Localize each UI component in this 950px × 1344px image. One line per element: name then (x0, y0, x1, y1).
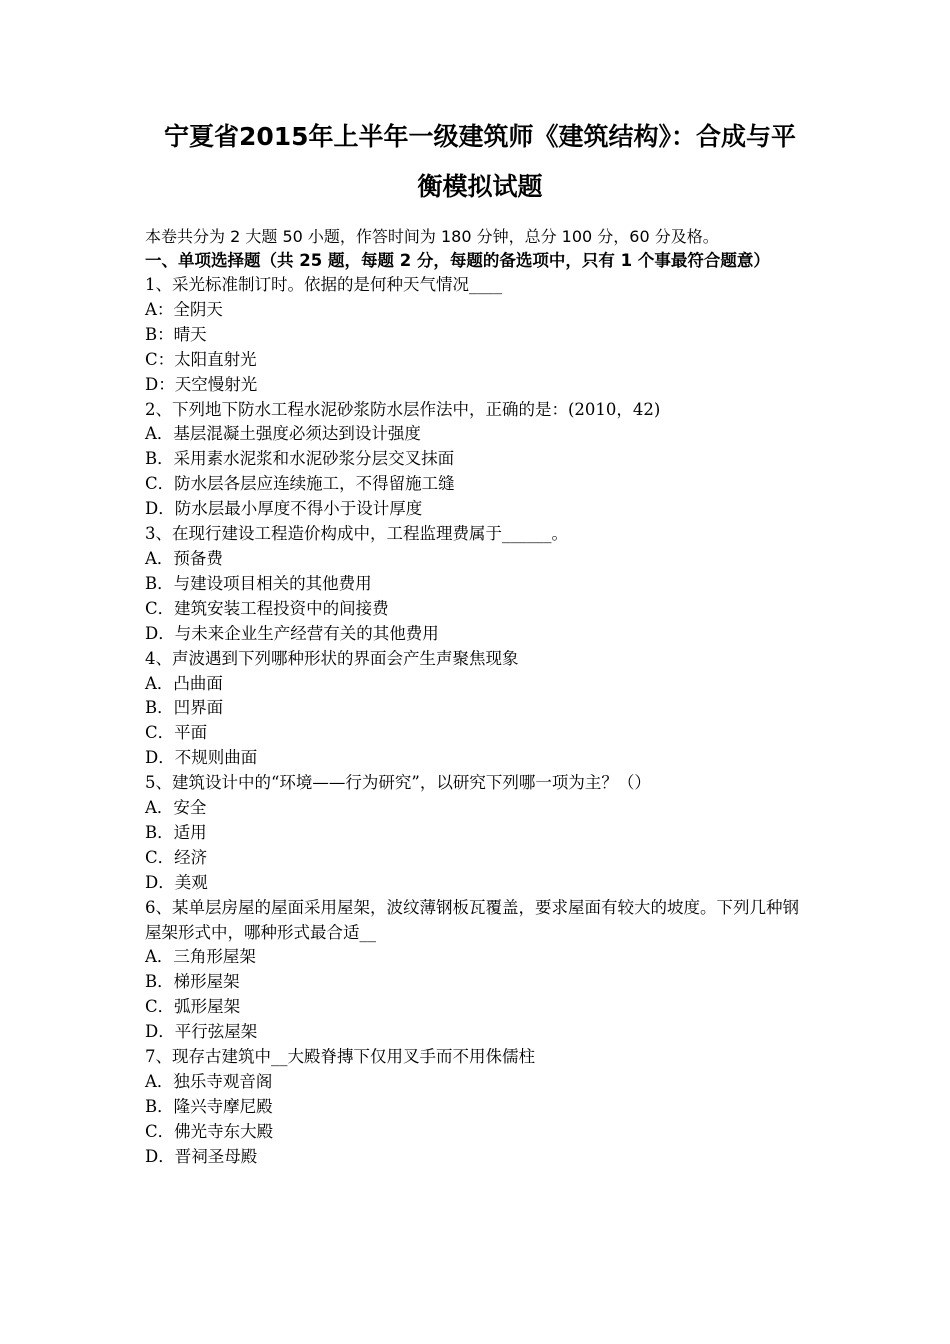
answer-option: A．独乐寺观音阁 (145, 1072, 273, 1091)
question-stem: 6、某单层房屋的屋面采用屋架，波纹薄钢板瓦覆盖，要求屋面有较大的坡度。下列几种钢屋架形式中，哪种形式最合适__ (145, 897, 799, 942)
question-block (145, 896, 815, 1045)
title-line-1: 宁夏省2015年上半年一级建筑师《建筑结构》：合成与平 (163, 122, 797, 151)
answer-option: D．不规则曲面 (145, 748, 258, 768)
answer-option: C．防水层各层应连续施工，不得留施工缝 (145, 474, 455, 494)
answer-option: C．佛光寺东大殿 (145, 1121, 274, 1141)
answer-option: B．梯形屋架 (145, 972, 240, 992)
section-title: 一、单项选择题（共 25 题，每题 2 分，每题的备选项中，只有 1 个事最符合题意） (145, 251, 770, 270)
question-block (145, 273, 815, 398)
question-block (145, 522, 815, 647)
answer-option: D．美观 (145, 872, 208, 892)
question-stem: 7、现存古建筑中__大殿脊摶下仅用叉手而不用侏儒柱 (145, 1047, 535, 1067)
answer-option: A．凸曲面 (145, 673, 223, 693)
answer-option: A：全阴天 (145, 299, 223, 319)
answer-option: D．防水层最小厚度不得小于设计厚度 (145, 499, 423, 519)
answer-option: B．与建设项目相关的其他费用 (145, 573, 372, 593)
answer-option: B：晴天 (145, 324, 207, 344)
answer-option: C．弧形屋架 (145, 997, 241, 1017)
answer-option: D．平行弦屋架 (145, 1022, 258, 1042)
answer-option: B．适用 (145, 822, 207, 842)
answer-option: A．三角形屋架 (145, 947, 256, 967)
answer-option: C．经济 (145, 847, 208, 867)
answer-option: B．隆兴寺摩尼殿 (145, 1096, 273, 1116)
exam-intro: 本卷共分为 2 大题 50 小题，作答时间为 180 分钟，总分 100 分，60 分及格。 (145, 227, 719, 246)
answer-option: A．基层混凝土强度必须达到设计强度 (145, 424, 421, 444)
document-page (145, 112, 815, 1170)
question-block (145, 398, 815, 523)
question-stem: 5、建筑设计中的“环境——行为研究”，以研究下列哪一项为主？（） (145, 773, 651, 793)
answer-option: C．平面 (145, 723, 208, 743)
question-stem: 1、采光标准制订时。依据的是何种天气情况____ (145, 275, 502, 294)
question-stem: 2、下列地下防水工程水泥砂浆防水层作法中，正确的是：(2010，42) (145, 399, 661, 419)
answer-option: C．建筑安装工程投资中的间接费 (145, 598, 389, 618)
answer-option: D．晋祠圣母殿 (145, 1146, 258, 1166)
question-stem: 3、在现行建设工程造价构成中，工程监理费属于______。 (145, 524, 568, 544)
question-block (145, 1045, 815, 1170)
answer-option: B．采用素水泥浆和水泥砂浆分层交叉抹面 (145, 449, 455, 469)
answer-option: C：太阳直射光 (145, 349, 257, 369)
answer-option: B．凹界面 (145, 698, 224, 718)
document-title (145, 112, 815, 212)
question-stem: 4、声波遇到下列哪种形状的界面会产生声聚焦现象 (145, 648, 519, 668)
title-line-2: 衡模拟试题 (417, 172, 543, 201)
question-list (145, 273, 815, 1170)
question-block (145, 771, 815, 896)
answer-option: A．预备费 (145, 548, 223, 568)
answer-option: A．安全 (145, 798, 207, 818)
answer-option: D：天空慢射光 (145, 374, 258, 394)
question-block (145, 647, 815, 772)
answer-option: D．与未来企业生产经营有关的其他费用 (145, 623, 439, 643)
